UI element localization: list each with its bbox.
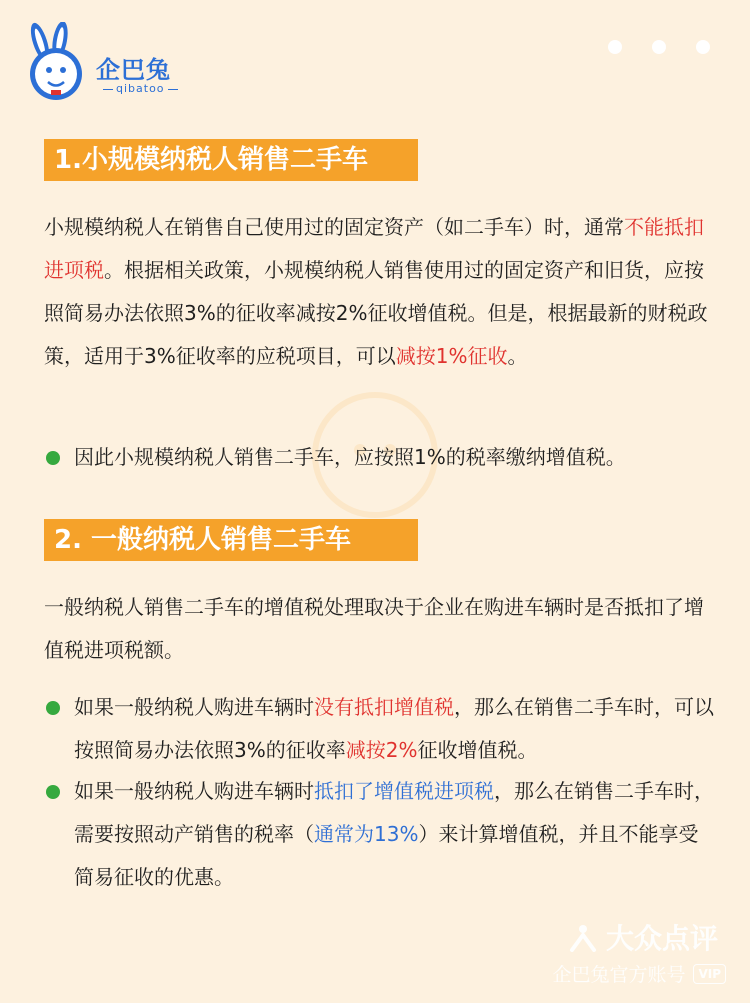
body-text: ）来计算增值税，并且不能享受简易征收的优惠。 xyxy=(74,822,699,889)
brand-name: 企巴兔 xyxy=(96,56,171,84)
highlight-text: 没有抵扣增值税 xyxy=(314,695,454,719)
section1-title: 1.小规模纳税人销售二手车 xyxy=(44,139,418,181)
dianping-icon xyxy=(568,922,598,952)
more-dots-icon xyxy=(608,40,710,54)
highlight-text: 通常为13% xyxy=(314,822,419,846)
body-text: 。根据相关政策，小规模纳税人销售使用过的固定资产和旧货，应按照简易办法依照3%的征收率减按2%征收增值税。但是，根据最新的财税政策，适用于3%征收率的应税项目，可以 xyxy=(44,258,708,368)
body-text: ，那么在销售二手车时，可以按照简易办法依照3%的征收率 xyxy=(74,695,714,762)
brand-logo xyxy=(22,22,182,104)
watermark-account xyxy=(552,960,726,987)
body-text: 。 xyxy=(507,344,528,368)
dot xyxy=(652,40,666,54)
highlight-text: 不能抵扣进项税 xyxy=(44,215,704,282)
watermark-account-text: 企巴兔官方账号 xyxy=(552,964,686,986)
highlight-text: 减按2% xyxy=(345,738,418,762)
section1-paragraph xyxy=(44,206,709,378)
section1-bullet: 因此小规模纳税人销售二手车，应按照1%的税率缴纳增值税。 xyxy=(44,436,714,479)
watermark-brand xyxy=(568,917,718,957)
body-text: 如果一般纳税人购进车辆时 xyxy=(74,695,314,719)
body-text: 如果一般纳税人购进车辆时 xyxy=(74,779,314,803)
highlight-text: 抵扣了增值税进项税 xyxy=(314,779,494,803)
watermark-brand-text: 大众点评 xyxy=(605,922,718,955)
section2-title: 2. 一般纳税人销售二手车 xyxy=(44,519,418,561)
section2-bullet-2 xyxy=(44,770,714,899)
dot xyxy=(608,40,622,54)
dot xyxy=(696,40,710,54)
section2-paragraph: 一般纳税人销售二手车的增值税处理取决于企业在购进车辆时是否抵扣了增值税进项税额。 xyxy=(44,595,704,662)
highlight-text: 减按1%征收 xyxy=(395,344,508,368)
body-text: 小规模纳税人在销售自己使用过的固定资产（如二手车）时，通常 xyxy=(44,215,624,239)
body-text: 征收增值税。 xyxy=(417,738,538,762)
rabbit-icon xyxy=(22,22,94,104)
body-text: ，那么在销售二手车时，需要按照动产销售的税率（ xyxy=(74,779,714,846)
vip-badge: VIP xyxy=(693,964,726,984)
brand-sub: qibatoo xyxy=(100,82,181,95)
section2-bullet-1 xyxy=(44,686,714,772)
